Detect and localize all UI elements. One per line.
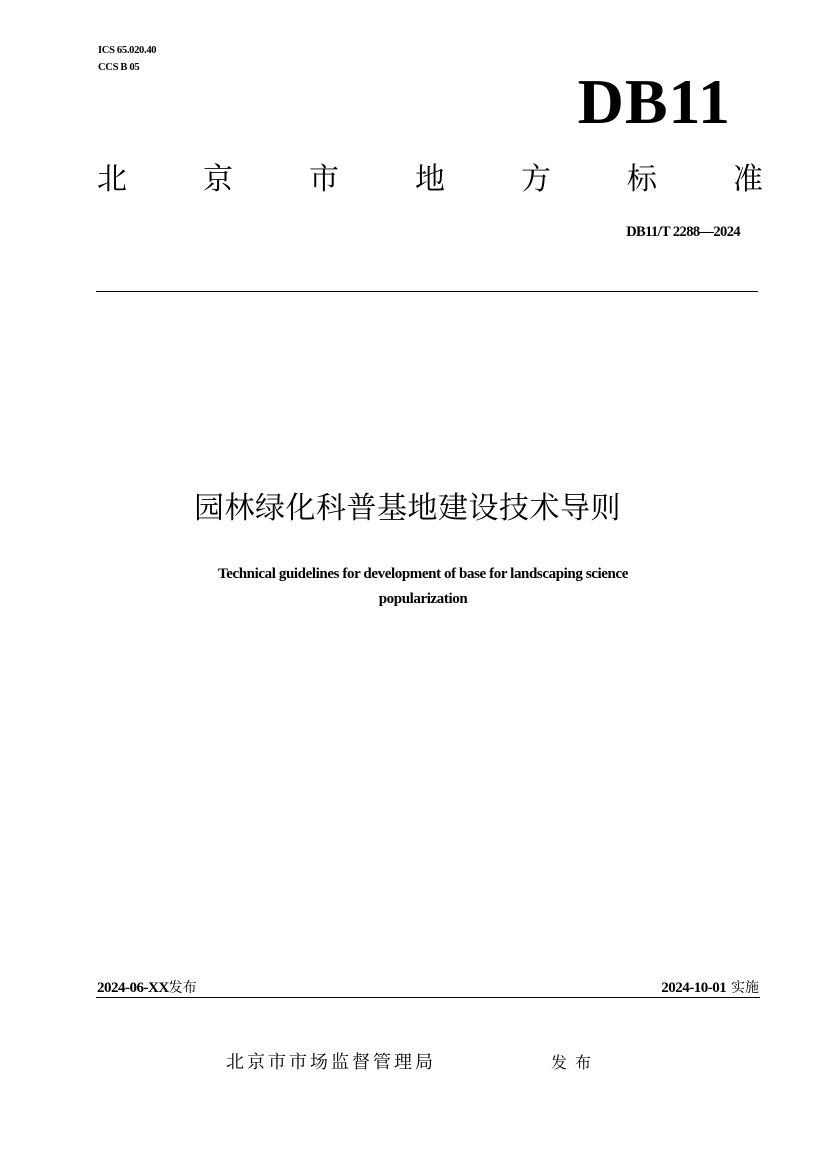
ccs-code: CCS B 05 (98, 62, 140, 73)
standard-type-char: 北 (97, 162, 127, 197)
classification-codes (98, 42, 156, 76)
issuing-authority: 北京市市场监督管理局 (226, 1052, 436, 1073)
standard-type-char: 京 (203, 162, 233, 197)
title-en-line: popularization (378, 591, 468, 607)
bottom-divider (96, 997, 760, 998)
title-en-line: Technical guidelines for development of base for landscaping science (217, 566, 629, 582)
issue-date-label: 发布 (168, 980, 197, 996)
issue-date-value: 2024-06-XX (97, 980, 169, 996)
ics-code: ICS 65.020.40 (98, 45, 157, 56)
document-title-cn: 园林绿化科普基地建设技术导则 (194, 491, 621, 526)
document-title-en (80, 562, 766, 612)
standard-type-char: 市 (309, 162, 339, 197)
standard-type-char: 地 (415, 162, 445, 197)
standard-type-char: 准 (733, 162, 763, 197)
top-divider (96, 291, 758, 292)
implementation-date (661, 977, 759, 998)
issuing-action: 发布 (551, 1053, 600, 1072)
implementation-date-label: 实施 (731, 980, 759, 996)
standard-type-char: 标 (627, 162, 657, 197)
issue-date (97, 977, 197, 998)
standard-type-title (97, 160, 763, 200)
standard-type-char: 方 (521, 162, 551, 197)
db11-logo: DB11 (577, 66, 731, 137)
standard-number: DB11/T 2288—2024 (626, 224, 740, 240)
implementation-date-value: 2024-10-01 (661, 980, 727, 996)
